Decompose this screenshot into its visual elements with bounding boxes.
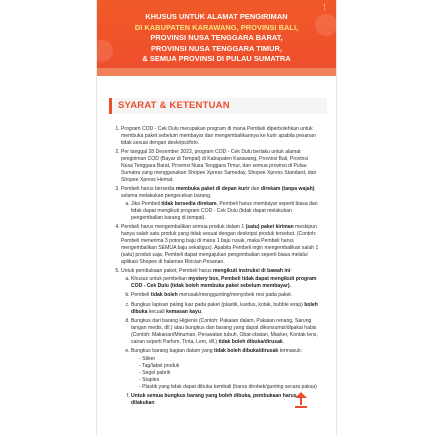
term-bold: (satu) paket kiriman: [245, 224, 294, 231]
dash-list: [131, 356, 321, 391]
banner-text: [97, 12, 336, 65]
term-text: .: [200, 308, 203, 315]
term-text: Bungkus barang bagian dalam yang: [131, 348, 214, 355]
sub-item: [131, 302, 321, 316]
section-title: SYARAT & KETENTUAN: [118, 100, 230, 111]
dash-item: - Segel pabrik: [139, 370, 321, 377]
dash-item: - Staples: [139, 377, 321, 384]
term-text: Per tanggal 28 Desember 2022, program COD - Cek Dulu berlaku untuk alamat pengiriman COD (Bayar di Tempat) di Kabupaten Karawang, Provinsi Bali, Provinsi Nusa Tenggara Barat, Provinsi Nusa Tenggara Timur, dan semua provinsi di Pulau Sumatra yang menggunakan Shopee Xpress Sameday, Shopee Xpress Standard, dan Shopee Xpress Hemat.: [121, 149, 317, 183]
term-text: termasuk:: [278, 348, 303, 355]
top-bar-icon: [295, 406, 307, 408]
term-bold: , Pembeli tidak dapat mengikuti program COD - Cek Dulu (tidak boleh membuka paket sebelum membayar).: [131, 276, 317, 290]
term-bold: tidak bersedia direkam: [161, 201, 217, 208]
term-text: kecuali: [147, 308, 167, 315]
section-heading: [109, 98, 327, 114]
term-bold: mengikuti instruksi di bawah ini: [213, 268, 291, 275]
sub-item: [131, 276, 321, 290]
term-bold: tidak boleh dibuka/dirusak: [218, 338, 283, 345]
banner-line: & SEMUA PROVINSI DI PULAU SUMATRA: [142, 54, 291, 63]
term-item: [121, 224, 321, 265]
term-text: Pembeli harus bersedia: [121, 186, 176, 193]
term-text: Untuk pembukaan paket, Pembeli harus: [121, 268, 214, 275]
term-text: :: [290, 268, 292, 275]
term-bold: direkam (tanpa wajah): [260, 186, 315, 193]
term-text: selama melakukan pengecekan barang.: [121, 193, 212, 200]
terms-content: [111, 126, 321, 410]
terms-list: [111, 126, 321, 407]
term-text: meskipun hanya salah satu produk yang tidak sesuai dengan deskripsi produk tersebut. (Contoh: Pembeli menerima 3 potong baju di mana 1 baju rusak, maka Pembeli harus mengembalikan SEMUA baju sekaligus). Apabila Pembeli ingin mengembalikan salah 1 (satu) produk saja, Pembeli dapat mengajukan pengembalian seperti biasa melalui aplikasi Shopee di halaman Rincian Pesanan.: [121, 224, 319, 265]
dash-item: - Tag/label produk: [139, 363, 321, 370]
term-bold: Untuk semua bungkus barang yang boleh dibuka, pembukaan harus dilakukan: [131, 393, 297, 407]
term-text: .: [282, 338, 285, 345]
banner-line: PROVINSI NUSA TENGGARA TIMUR,: [150, 43, 283, 53]
term-text: Jika Pembeli: [131, 201, 162, 208]
term-bold: kemasan kayu: [166, 308, 201, 315]
term-text: Pembeli harus mengembalikan semua produk dalam 1: [121, 224, 246, 231]
term-text: Program COD - Cek Dulu merupakan program di mana Pembeli diperbolehkan untuk membuka paket sebelum membayar dan mengembalikannya ke kurir apabila pesanan tidak sesuai dengan deskripsi/foto.: [121, 126, 316, 146]
term-text: merusak/menggunting/menyobek resi pada paket.: [177, 292, 293, 299]
sub-list: [121, 201, 321, 222]
term-text: Pembeli: [131, 292, 151, 299]
term-bold: tidak boleh dibuka/dirusak: [213, 348, 279, 355]
banner-line: PROVINSI NUSA TENGGARA BARAT,: [150, 33, 283, 42]
dash-item: - Stiker: [139, 356, 321, 363]
more-icon: ⋮: [321, 4, 328, 11]
sub-item: [131, 348, 321, 390]
banner-line: KHUSUS UNTUK ALAMAT PENGIRIMAN: [145, 12, 288, 21]
term-bold: mystery box: [188, 276, 219, 283]
sub-item: [131, 318, 321, 346]
promo-banner: [97, 0, 336, 76]
scroll-to-top-button[interactable]: [294, 392, 308, 408]
banner-bottom-strip: [97, 68, 336, 76]
term-bold: tidak boleh: [150, 292, 178, 299]
sub-item: [131, 393, 321, 407]
term-bold: boleh dibuka: [131, 301, 318, 315]
dash-item: - Plastik yang tidak dapat dibuka kembali (harus dirobek/gunting secara paksa): [139, 384, 321, 391]
term-bold: membuka paket di depan kurir: [175, 186, 250, 193]
term-item: [121, 268, 321, 407]
term-item: [121, 186, 321, 222]
promo-page[interactable]: [96, 0, 337, 435]
arrow-up-icon: [300, 395, 302, 405]
term-item: [121, 126, 321, 147]
term-item: [121, 149, 321, 184]
sub-list: [121, 276, 321, 407]
term-text: dan: [249, 186, 261, 193]
banner-line: DI KABUPATEN KARAWANG, PROVINSI BALI,: [134, 22, 299, 32]
term-text: , Pembeli harus membayar seperti biasa dan tidak dapat mengikuti program COD - Cek Dulu (tidak dapat melakukan pengembalian barang di tempat).: [131, 201, 318, 221]
term-text: Bungkus dari barang Higienis (Contoh: Pakaian dalam, Pakaian renang, Sarung tangan medis, dll.) atau bungkus dan barang yang dapat dikonsumsi/dipakai habis (Contoh: Makanan/Minuman, Perawatan tubuh, Obat-obatan, Masker, Kontak lens, cairan seperti Parfum, Tinta, Lem, dll.): [131, 318, 318, 345]
term-text: Khusus untuk pembelian: [131, 276, 189, 283]
sub-item: [131, 201, 321, 222]
sub-item: [131, 292, 321, 299]
term-text: Bungkus lapisan paling luar pada paket (plastik, kardus, kotak, bubble wrap): [131, 301, 305, 308]
